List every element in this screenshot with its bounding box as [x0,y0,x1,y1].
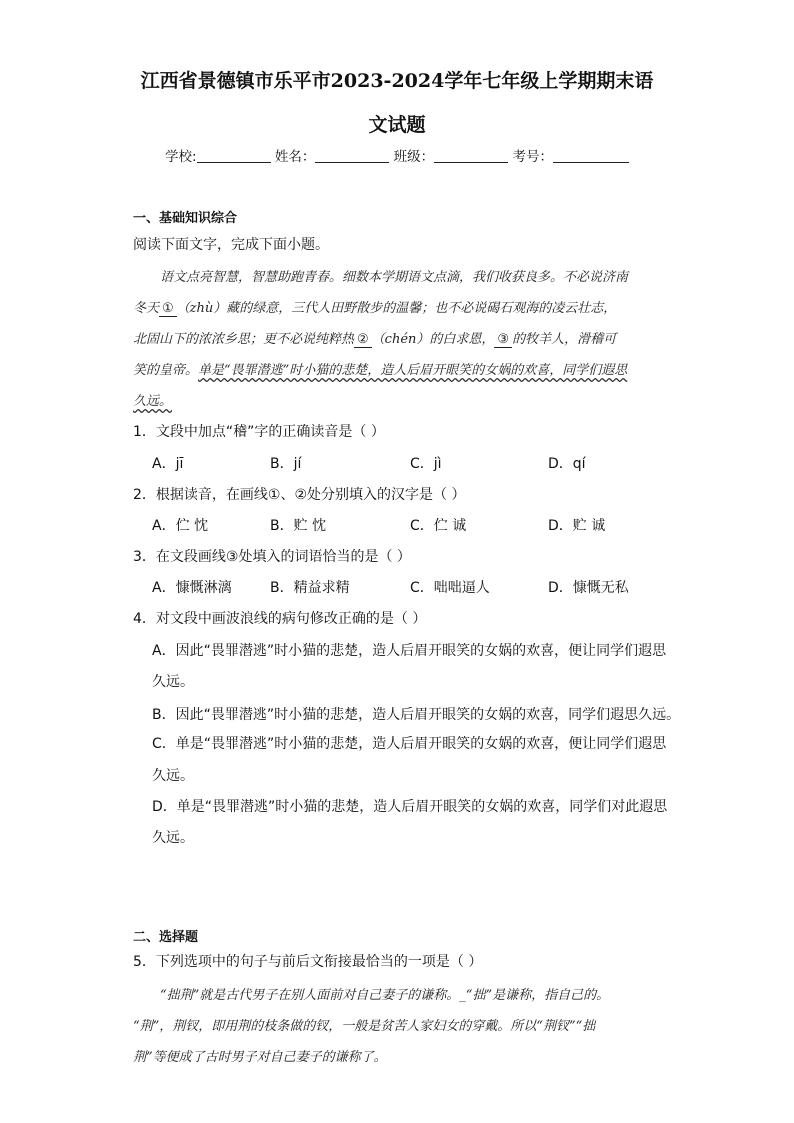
q3-option-a[interactable]: A．慷慨淋漓 [152,580,232,596]
exam-no-label: 考号： [512,149,553,165]
q3-option-d[interactable]: D．慷慨无私 [548,580,629,596]
student-info-row [0,145,794,165]
school-blank[interactable] [197,148,271,163]
class-blank[interactable] [434,148,508,163]
q4-option-d-cont: 久远。 [152,830,194,846]
passage-line: 荆”等便成了古时男子对自己妻子的谦称了。 [133,1050,387,1065]
passage-line: 语文点亮智慧，智慧助跑青春。细数本学期语文点滴，我们收获良多。不必说济南 [160,270,629,285]
passage-text: （zhù）藏的绿意，三代人田野散步的温馨；也不必说碣石观海的凌云壮志， [176,301,617,316]
question-5-stem: 5．下列选项中的句子与前后文衔接最恰当的一项是（ ） [133,954,483,970]
passage-line [133,297,616,317]
section-1-intro: 阅读下面文字，完成下面小题。 [133,237,329,253]
name-label: 姓名： [274,149,316,165]
exam-title-line-1: 江西省景德镇市乐平市2023-2024学年七年级上学期期末语 [140,70,654,92]
exam-title-line-2: 文试题 [368,114,426,136]
wavy-sentence: 单是“畏罪潜逃”时小猫的悲楚，造人后眉开眼笑的女娲的欢喜，同学们遐思 [198,363,628,378]
q1-option-a[interactable]: A．jī [152,456,184,472]
passage-line: “荆”，荆钗，即用荆的枝条做的钗，一般是贫苦人家妇女的穿戴。所以“荆钗”“拙 [133,1019,596,1034]
question-2-stem: 2．根据读音，在画线①、②处分别填入的汉字是（ ） [133,487,466,503]
wavy-sentence-end: 久远。 [133,394,173,409]
school-label: 学校: [165,149,197,165]
blank-1: ① [159,301,177,317]
q3-option-b[interactable]: B．精益求精 [270,580,350,596]
q1-option-d[interactable]: D．qí [548,456,586,472]
q1-option-c[interactable]: C．jì [410,456,442,472]
q2-option-d[interactable]: D．贮 诚 [548,518,606,534]
q4-option-d[interactable]: D．单是“畏罪潜逃”时小猫的悲楚，造人后眉开眼笑的女娲的欢喜，同学们对此遐思 [152,799,668,815]
blank-3: ③ [494,332,512,348]
passage-line [133,328,616,348]
passage-text: 冬天 [133,301,160,316]
passage-text: （chén）的白求恩， [371,332,495,347]
q4-option-b[interactable]: B．因此“畏罪潜逃”时小猫的悲楚，造人后眉开眼笑的女娲的欢喜，同学们遐思久远。 [152,707,681,723]
q2-option-b[interactable]: B．贮 忱 [270,518,327,534]
q4-option-c[interactable]: C．单是“畏罪潜逃”时小猫的悲楚，造人后眉开眼笑的女娲的欢喜，便让同学们遐思 [152,736,667,752]
passage-text: 笑的皇帝。 [133,363,199,378]
passage-line: “拙荆”就是古代男子在别人面前对自己妻子的谦称。_“拙”是谦称，指自己的。 [160,988,610,1003]
passage-line [133,359,627,378]
section-2-heading: 二、选择题 [133,930,199,945]
question-3-stem: 3．在文段画线③处填入的词语恰当的是（ ） [133,549,411,565]
passage-line [133,390,172,409]
q4-option-c-cont: 久远。 [152,768,194,784]
class-label: 班级： [393,149,435,165]
name-blank[interactable] [315,148,389,163]
blank-2: ② [354,332,372,348]
q2-option-a[interactable]: A．伫 忱 [152,518,209,534]
question-1-stem: 1．文段中加点“稽”字的正确读音是（ ） [133,424,385,440]
passage-text: 的牧羊人，滑稽可 [512,332,617,347]
q3-option-c[interactable]: C．咄咄逼人 [410,580,490,596]
q4-option-a[interactable]: A．因此“畏罪潜逃”时小猫的悲楚，造人后眉开眼笑的女娲的欢喜，便让同学们遐思 [152,643,667,659]
q4-option-a-cont: 久远。 [152,674,194,690]
exam-no-blank[interactable] [553,148,629,163]
passage-text: 北固山下的浓浓乡思；更不必说纯粹热 [133,332,355,347]
q1-option-b[interactable]: B．jí [270,456,302,472]
question-4-stem: 4．对文段中画波浪线的病句修改正确的是（ ） [133,611,427,627]
q2-option-c[interactable]: C．伫 诚 [410,518,467,534]
section-1-heading: 一、基础知识综合 [133,211,238,226]
